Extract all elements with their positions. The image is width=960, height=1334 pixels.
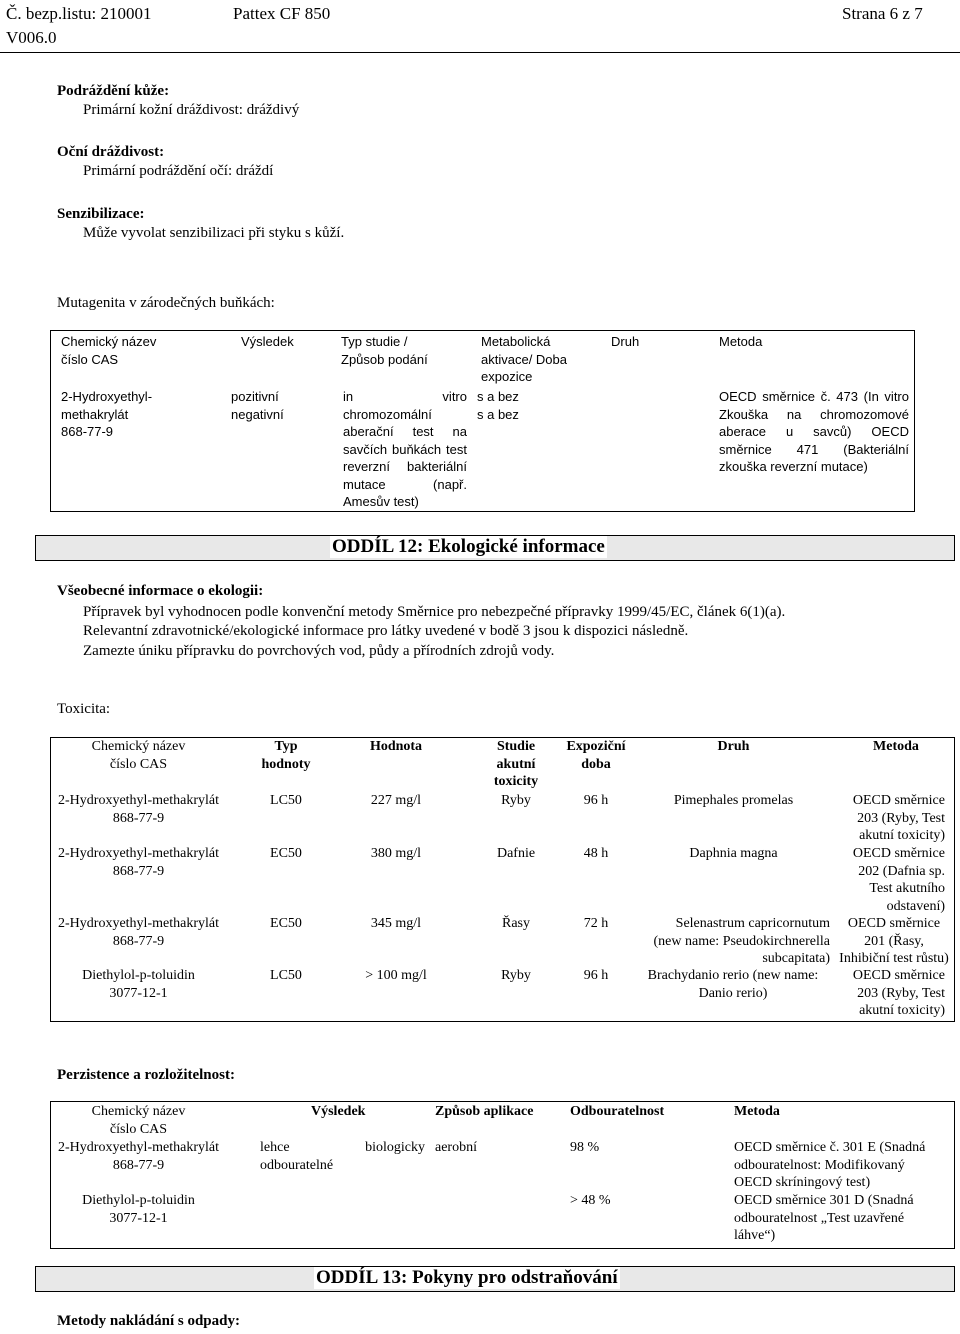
tox-header-name: Chemický název číslo CAS <box>91 739 186 772</box>
tox-row-3-name: 2-Hydroxyethyl-methakrylát 868-77-9 <box>58 916 219 949</box>
tox-row-4-type: LC50 <box>270 968 302 983</box>
mut-header-metabolic: Metabolická aktivace/ Doba expozice <box>481 334 567 384</box>
pers-row-2-method: OECD směrnice 301 D (Snadná odbouratelnost „Test uzavřené láhve“) <box>734 1193 914 1243</box>
mut-row-name: 2-Hydroxyethyl- methakrylát 868-77-9 <box>61 389 153 439</box>
tox-row-1-method: OECD směrnice 203 (Ryby, Test akutní toxicity) <box>852 793 945 843</box>
mutagenicity-table <box>50 330 915 512</box>
tox-row-1-exposure: 96 h <box>583 793 609 808</box>
tox-row-4-study: Ryby <box>501 968 531 983</box>
mut-row-method: OECD směrnice č. 473 (In vitro Zkouška na chromozomové aberace u savců) OECD směrnice 471 (Bakteriální zkouška reverzní mutace) <box>719 389 909 474</box>
pers-row-1-result: lehce biologicky odbouratelné <box>260 1140 425 1173</box>
mut-header-name: Chemický název číslo CAS <box>61 334 157 367</box>
tox-header-type: Typ hodnoty <box>261 739 311 772</box>
eye-text: Primární podráždění očí: dráždí <box>83 163 274 179</box>
mut-header-species: Druh <box>611 334 640 349</box>
disposal-title: Metody nakládání s odpady: <box>57 1313 240 1329</box>
tox-row-2-method: OECD směrnice 202 (Dafnia sp. Test akutního odstavení) <box>852 846 945 914</box>
pers-row-1-name: 2-Hydroxyethyl-methakrylát 868-77-9 <box>58 1140 219 1173</box>
page-number: Strana 6 z 7 <box>842 4 923 23</box>
tox-row-3-method: OECD směrnice 201 (Řasy, Inhibiční test růstu) <box>839 916 949 966</box>
ecology-general-title: Všeobecné informace o ekologii: <box>57 583 264 599</box>
section-13-title: ODDÍL 13: Pokyny pro odstraňování <box>316 1267 618 1288</box>
tox-row-4-method: OECD směrnice 203 (Ryby, Test akutní toxicity) <box>852 968 945 1018</box>
product-name: Pattex CF 850 <box>233 4 331 23</box>
tox-row-2-study: Dafnie <box>496 846 536 861</box>
mut-row-result: pozitivní negativní <box>231 389 284 422</box>
ecology-line-1: Přípravek byl vyhodnocen podle konvenční metody Směrnice pro nebezpečné přípravky 1999/45/EC, článek 6(1)(a). <box>83 604 786 620</box>
mut-row-study: in vitro chromozomální aberační test na savčích buňkách test reverzní bakteriální mutace (např. Amesův test) <box>343 389 467 509</box>
toxicity-title: Toxicita: <box>57 701 111 717</box>
section-12-title: ODDÍL 12: Ekologické informace <box>332 536 605 557</box>
tox-row-3-exposure: 72 h <box>583 916 609 931</box>
mut-header-result: Výsledek <box>241 334 294 349</box>
pers-row-1-degradability: 98 % <box>570 1140 600 1155</box>
tox-row-4-exposure: 96 h <box>583 968 609 983</box>
sheet-number: Č. bezp.listu: 210001 <box>6 4 152 23</box>
tox-row-2-exposure: 48 h <box>583 846 609 861</box>
pers-row-1-application: aerobní <box>435 1140 477 1155</box>
persistence-table <box>50 1101 955 1249</box>
tox-row-4-species: Brachydanio rerio (new name: Danio rerio) <box>647 968 819 1001</box>
pers-row-2-degradability: > 48 % <box>570 1193 611 1208</box>
pers-header-result: Výsledek <box>311 1104 366 1119</box>
ecology-line-2: Relevantní zdravotnické/ekologické informace pro látky uvedené v bodě 3 jsou k dispozici následně. <box>83 623 689 639</box>
skin-title: Podráždění kůže: <box>57 83 170 99</box>
tox-row-2-value: 380 mg/l <box>370 846 422 861</box>
tox-row-1-study: Ryby <box>501 793 531 808</box>
eye-title: Oční dráždivost: <box>57 144 165 160</box>
tox-row-3-value: 345 mg/l <box>370 916 422 931</box>
toxicity-table <box>50 737 955 1022</box>
persistence-title: Perzistence a rozložitelnost: <box>57 1067 235 1083</box>
tox-row-3-species: Selenastrum capricornutum (new name: Pseudokirchnerella subcapitata) <box>653 916 830 966</box>
tox-row-1-name: 2-Hydroxyethyl-methakrylát 868-77-9 <box>58 793 219 826</box>
tox-header-method: Metoda <box>873 739 919 754</box>
sensitization-text: Může vyvolat senzibilizaci při styku s kůží. <box>83 225 345 241</box>
tox-header-species: Druh <box>717 739 750 754</box>
tox-row-4-value: > 100 mg/l <box>365 968 427 983</box>
tox-header-exposure: Expoziční doba <box>566 739 626 772</box>
pers-header-method: Metoda <box>734 1104 780 1119</box>
tox-header-value: Hodnota <box>369 739 423 754</box>
mut-header-study: Typ studie / Způsob podání <box>341 334 428 367</box>
ecology-line-3: Zamezte úniku přípravku do povrchových vod, půdy a přírodních zdrojů vody. <box>83 643 555 659</box>
tox-row-3-study: Řasy <box>502 916 530 931</box>
tox-row-2-species: Daphnia magna <box>689 846 778 861</box>
tox-row-1-type: LC50 <box>270 793 302 808</box>
mut-header-method: Metoda <box>719 334 763 349</box>
mutagenicity-title: Mutagenita v zárodečných buňkách: <box>57 295 275 311</box>
pers-row-1-method: OECD směrnice č. 301 E (Snadná odbouratelnost: Modifikovaný OECD skríningový test) <box>734 1140 926 1190</box>
tox-row-2-name: 2-Hydroxyethyl-methakrylát 868-77-9 <box>58 846 219 879</box>
mut-row-metabolic: s a bez s a bez <box>477 389 519 422</box>
pers-header-application: Způsob aplikace <box>435 1104 534 1119</box>
tox-row-2-type: EC50 <box>270 846 302 861</box>
pers-header-name: Chemický název číslo CAS <box>91 1104 186 1137</box>
sensitization-title: Senzibilizace: <box>57 206 145 222</box>
version: V006.0 <box>6 28 57 47</box>
header-divider <box>0 52 960 53</box>
tox-header-study: Studie akutní toxicity <box>493 739 539 789</box>
skin-text: Primární kožní dráždivost: dráždivý <box>83 102 300 118</box>
tox-row-3-type: EC50 <box>270 916 302 931</box>
pers-row-2-name: Diethylol-p-toluidin 3077-12-1 <box>82 1193 195 1226</box>
tox-row-4-name: Diethylol-p-toluidin 3077-12-1 <box>82 968 195 1001</box>
pers-header-degradability: Odbouratelnost <box>570 1104 665 1119</box>
tox-row-1-value: 227 mg/l <box>370 793 422 808</box>
tox-row-1-species: Pimephales promelas <box>673 793 794 808</box>
